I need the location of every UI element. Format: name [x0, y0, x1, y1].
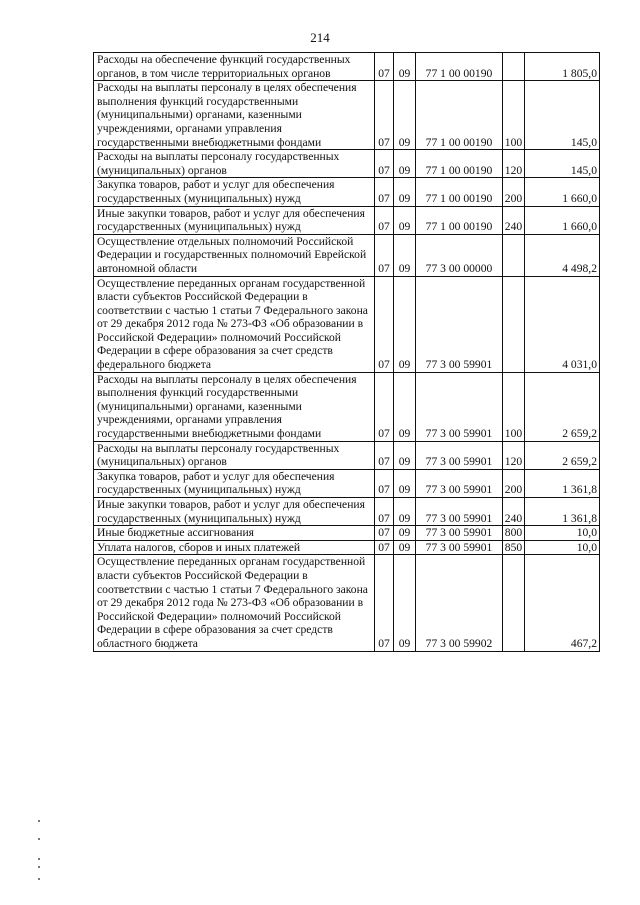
expense-type-code-cell: 240 [503, 206, 525, 234]
section-code-cell: 07 [375, 81, 394, 150]
subsection-code-cell: 09 [394, 81, 416, 150]
amount-cell: 10,0 [525, 526, 600, 541]
section-code-cell: 07 [375, 178, 394, 206]
target-article-code-cell: 77 3 00 59901 [416, 498, 503, 526]
subsection-code-cell: 09 [394, 498, 416, 526]
section-code-cell: 07 [375, 540, 394, 555]
expense-type-code-cell [503, 53, 525, 81]
page-number: 214 [310, 30, 330, 45]
target-article-code-cell: 77 1 00 00190 [416, 81, 503, 150]
table-row [94, 555, 600, 651]
section-code-cell: 07 [375, 150, 394, 178]
subsection-code-cell: 09 [394, 526, 416, 541]
subsection-code-cell: 09 [394, 276, 416, 372]
section-code-cell: 07 [375, 498, 394, 526]
target-article-code-cell: 77 1 00 00190 [416, 178, 503, 206]
section-code-cell: 07 [375, 206, 394, 234]
section-code-cell: 07 [375, 555, 394, 651]
table-row [94, 372, 600, 441]
amount-cell: 1 361,8 [525, 498, 600, 526]
section-code-cell: 07 [375, 276, 394, 372]
expense-name-cell: Осуществление переданных органам государственной власти субъектов Российской Федерации в соответствии с частью 1 статьи 7 Федерального закона от 29 декабря 2012 года № 273-ФЗ «Об образовании в Российской Федерации» полномочий Российской Федерации в сфере образования за счет средств областного бюджета [94, 555, 375, 651]
target-article-code-cell: 77 3 00 59901 [416, 526, 503, 541]
subsection-code-cell: 09 [394, 372, 416, 441]
expense-name-cell: Закупка товаров, работ и услуг для обеспечения государственных (муниципальных) нужд [94, 469, 375, 497]
section-code-cell: 07 [375, 234, 394, 276]
subsection-code-cell: 09 [394, 150, 416, 178]
amount-cell: 1 660,0 [525, 178, 600, 206]
table-row [94, 469, 600, 497]
budget-table [93, 52, 600, 652]
amount-cell: 1 660,0 [525, 206, 600, 234]
table-row [94, 498, 600, 526]
table-row [94, 276, 600, 372]
expense-type-code-cell: 100 [503, 81, 525, 150]
expense-name-cell: Закупка товаров, работ и услуг для обеспечения государственных (муниципальных) нужд [94, 178, 375, 206]
expense-name-cell: Осуществление переданных органам государственной власти субъектов Российской Федерации в соответствии с частью 1 статьи 7 Федерального закона от 29 декабря 2012 года № 273-ФЗ «Об образовании в Российской Федерации» полномочий Российской Федерации в сфере образования за счет средств федерального бюджета [94, 276, 375, 372]
expense-name-cell: Расходы на выплаты персоналу государственных (муниципальных) органов [94, 441, 375, 469]
expense-type-code-cell: 850 [503, 540, 525, 555]
expense-name-cell: Расходы на обеспечение функций государственных органов, в том числе территориальных органов [94, 53, 375, 81]
expense-name-cell: Осуществление отдельных полномочий Российской Федерации и государственных полномочий Еврейской автономной области [94, 234, 375, 276]
amount-cell: 145,0 [525, 150, 600, 178]
target-article-code-cell: 77 1 00 00190 [416, 206, 503, 234]
subsection-code-cell: 09 [394, 540, 416, 555]
target-article-code-cell: 77 3 00 59901 [416, 441, 503, 469]
target-article-code-cell: 77 3 00 59901 [416, 372, 503, 441]
table-row [94, 526, 600, 541]
expense-name-cell: Расходы на выплаты персоналу в целях обеспечения выполнения функций государственными (муниципальными) органами, казенными учреждениями, органами управления государственными внебюджетными фондами [94, 81, 375, 150]
scan-margin-marks [38, 820, 42, 880]
amount-cell: 1 361,8 [525, 469, 600, 497]
target-article-code-cell: 77 3 00 59902 [416, 555, 503, 651]
table-row [94, 81, 600, 150]
table-row [94, 53, 600, 81]
amount-cell: 4 498,2 [525, 234, 600, 276]
target-article-code-cell: 77 3 00 00000 [416, 234, 503, 276]
section-code-cell: 07 [375, 53, 394, 81]
table-row [94, 540, 600, 555]
section-code-cell: 07 [375, 526, 394, 541]
table-row [94, 206, 600, 234]
expense-type-code-cell: 100 [503, 372, 525, 441]
expense-type-code-cell: 200 [503, 178, 525, 206]
expense-type-code-cell [503, 555, 525, 651]
section-code-cell: 07 [375, 372, 394, 441]
table-row [94, 150, 600, 178]
section-code-cell: 07 [375, 469, 394, 497]
amount-cell: 4 031,0 [525, 276, 600, 372]
expense-type-code-cell [503, 276, 525, 372]
subsection-code-cell: 09 [394, 178, 416, 206]
expense-name-cell: Иные бюджетные ассигнования [94, 526, 375, 541]
target-article-code-cell: 77 3 00 59901 [416, 276, 503, 372]
amount-cell: 1 805,0 [525, 53, 600, 81]
target-article-code-cell: 77 3 00 59901 [416, 540, 503, 555]
subsection-code-cell: 09 [394, 555, 416, 651]
amount-cell: 10,0 [525, 540, 600, 555]
section-code-cell: 07 [375, 441, 394, 469]
expense-name-cell: Иные закупки товаров, работ и услуг для обеспечения государственных (муниципальных) нужд [94, 206, 375, 234]
table-row [94, 234, 600, 276]
target-article-code-cell: 77 3 00 59901 [416, 469, 503, 497]
expense-type-code-cell: 240 [503, 498, 525, 526]
amount-cell: 2 659,2 [525, 372, 600, 441]
target-article-code-cell: 77 1 00 00190 [416, 150, 503, 178]
table-row [94, 441, 600, 469]
table-row [94, 178, 600, 206]
subsection-code-cell: 09 [394, 441, 416, 469]
target-article-code-cell: 77 1 00 00190 [416, 53, 503, 81]
amount-cell: 467,2 [525, 555, 600, 651]
expense-type-code-cell: 800 [503, 526, 525, 541]
subsection-code-cell: 09 [394, 53, 416, 81]
subsection-code-cell: 09 [394, 469, 416, 497]
expense-type-code-cell: 120 [503, 150, 525, 178]
amount-cell: 2 659,2 [525, 441, 600, 469]
expense-type-code-cell: 200 [503, 469, 525, 497]
subsection-code-cell: 09 [394, 234, 416, 276]
budget-table-body [94, 53, 600, 652]
expense-name-cell: Расходы на выплаты персоналу в целях обеспечения выполнения функций государственными (муниципальными) органами, казенными учреждениями, органами управления государственными внебюджетными фондами [94, 372, 375, 441]
expense-name-cell: Уплата налогов, сборов и иных платежей [94, 540, 375, 555]
amount-cell: 145,0 [525, 81, 600, 150]
expense-type-code-cell: 120 [503, 441, 525, 469]
subsection-code-cell: 09 [394, 206, 416, 234]
expense-name-cell: Расходы на выплаты персоналу государственных (муниципальных) органов [94, 150, 375, 178]
expense-type-code-cell [503, 234, 525, 276]
expense-name-cell: Иные закупки товаров, работ и услуг для обеспечения государственных (муниципальных) нужд [94, 498, 375, 526]
